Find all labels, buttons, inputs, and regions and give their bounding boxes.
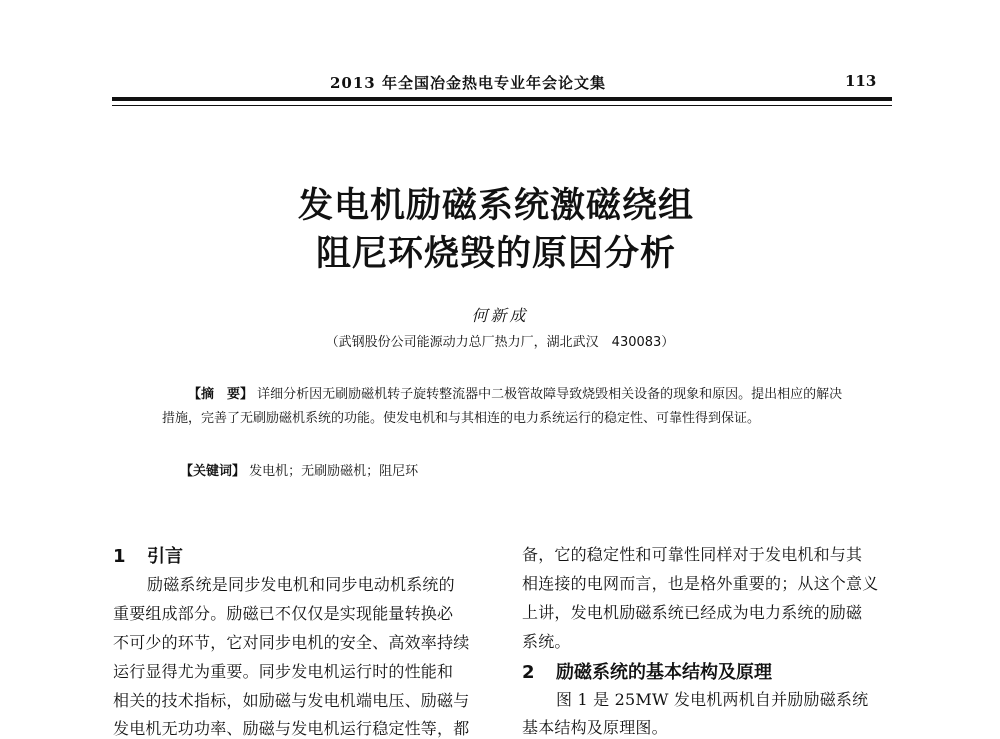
keywords-label: 【关键词】 [180,464,246,479]
section-1-title: 引言 [147,546,183,567]
body-line: 重要组成部分。励磁已不仅仅是实现能量转换必 [113,604,454,623]
body-line: 相连接的电网而言，也是格外重要的；从这个意义 [522,574,879,593]
section-2-title: 励磁系统的基本结构及原理 [556,662,772,683]
body-line: 图 1 是 25MW 发电机两机自并励励磁系统 [556,690,869,709]
body-line: 系统。 [522,632,571,651]
body-line: 基本结构及原理图。 [522,718,668,737]
body-line: 运行显得尤为重要。同步发电机运行时的性能和 [113,662,454,681]
abstract-label: 【摘 要】 [188,387,254,402]
running-header-title: 2013 年全国冶金热电专业年会论文集 [330,74,606,92]
keywords-text: 发电机；无刷励磁机；阻尼环 [249,464,419,479]
body-line: 相关的技术指标，如励磁与发电机端电压、励磁与 [113,691,470,710]
body-line: 励磁系统是同步发电机和同步电动机系统的 [147,575,455,594]
header-rule-thin [112,105,892,106]
keywords [180,460,418,479]
abstract [162,383,852,431]
paper-title-line-2: 阻尼环烧毁的原因分析 [315,233,676,274]
section-2-heading [522,658,772,684]
abstract-text: 详细分析因无刷励磁机转子旋转整流器中二极管故障导致烧毁相关设备的现象和原因。提出相应的解决措施，完善了无刷励磁机系统的功能。使发电机和与其相连的电力系统运行的稳定性、可靠性得到保证。 [162,387,843,426]
body-line: 备，它的稳定性和可靠性同样对于发电机和与其 [522,545,863,564]
header-rule-thick [112,97,892,101]
author-name: 何新成 [471,306,529,325]
body-line: 不可少的环节，它对同步电机的安全、高效率持续 [113,633,470,652]
page-number: 113 [845,72,877,90]
section-1-number: 1 [113,546,126,567]
section-1-heading [113,542,183,568]
body-line: 上讲，发电机励磁系统已经成为电力系统的励磁 [522,603,863,622]
author-affiliation: （武钢股份公司能源动力总厂热力厂，湖北武汉 430083） [325,335,675,350]
section-2-number: 2 [522,662,535,683]
paper-title-line-1: 发电机励磁系统激磁绕组 [297,185,694,226]
body-line: 发电机无功功率、励磁与发电机运行稳定性等，都 [113,719,470,738]
